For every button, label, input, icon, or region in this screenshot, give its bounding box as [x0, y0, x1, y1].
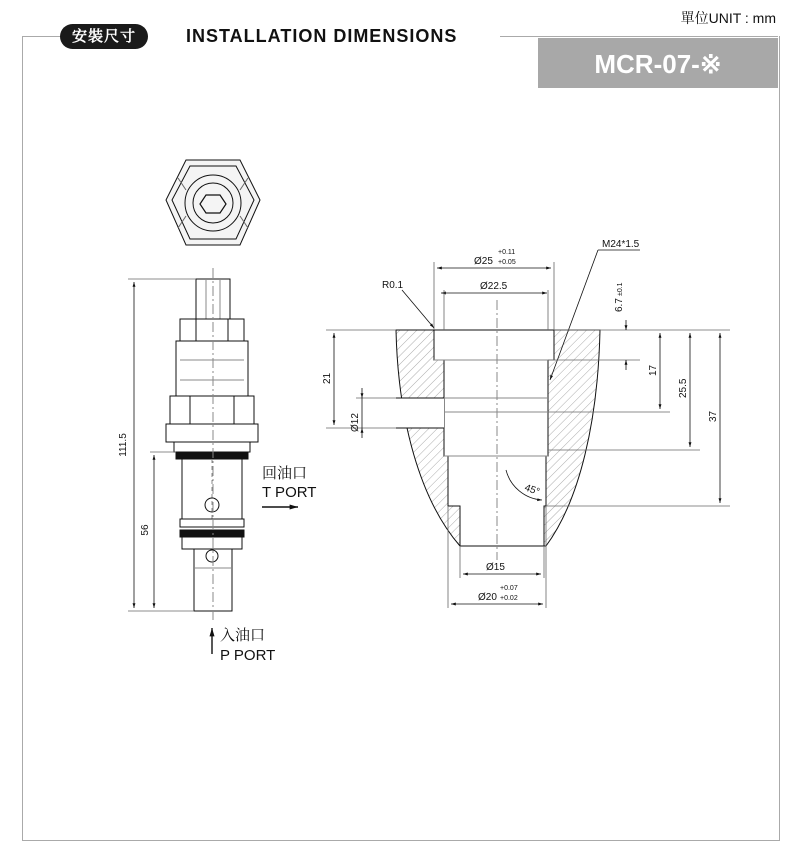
section-title: INSTALLATION DIMENSIONS — [186, 26, 458, 46]
section-badge: 安裝尺寸 — [60, 24, 148, 49]
dim-d20: Ø20 — [478, 592, 497, 603]
dim-d25: Ø25 — [474, 256, 493, 267]
cavity-dimensions — [326, 250, 730, 608]
dim-17: 17 — [648, 364, 659, 376]
valve-top-view — [166, 160, 260, 245]
t-port-cn: 回油口 — [262, 465, 308, 482]
dim-r0-1: R0.1 — [382, 280, 404, 291]
cavity-section — [396, 300, 600, 560]
model-number: MCR-07-※ — [594, 49, 722, 79]
dim-37: 37 — [708, 410, 719, 422]
dim-6-7-tol: ±0.1 — [617, 282, 624, 296]
dim-d12: Ø12 — [350, 413, 361, 432]
p-port-cn: 入油口 — [220, 627, 266, 644]
dim-21: 21 — [322, 372, 333, 384]
t-port-en: T PORT — [262, 484, 317, 501]
p-port-en: P PORT — [220, 647, 276, 664]
dim-d25-tol-upper: +0.11 — [498, 249, 516, 256]
dim-d22-5: Ø22.5 — [480, 281, 508, 292]
dim-d15: Ø15 — [486, 562, 505, 573]
dim-m24-thread: M24*1.5 — [602, 239, 640, 250]
dim-6-7: 6.7 — [614, 298, 625, 312]
dim-d25-tol-lower: +0.05 — [498, 259, 516, 266]
valve-side-view — [166, 268, 258, 620]
dim-d20-tol-upper: +0.07 — [500, 585, 518, 592]
dim-56: 56 — [140, 524, 151, 536]
unit-label: 單位UNIT : mm — [680, 10, 776, 26]
dim-111-5: 111.5 — [118, 433, 129, 457]
dim-d20-tol-lower: +0.02 — [500, 595, 518, 602]
dim-angle-45: 45° — [522, 482, 541, 498]
dim-25-5: 25.5 — [678, 378, 689, 398]
